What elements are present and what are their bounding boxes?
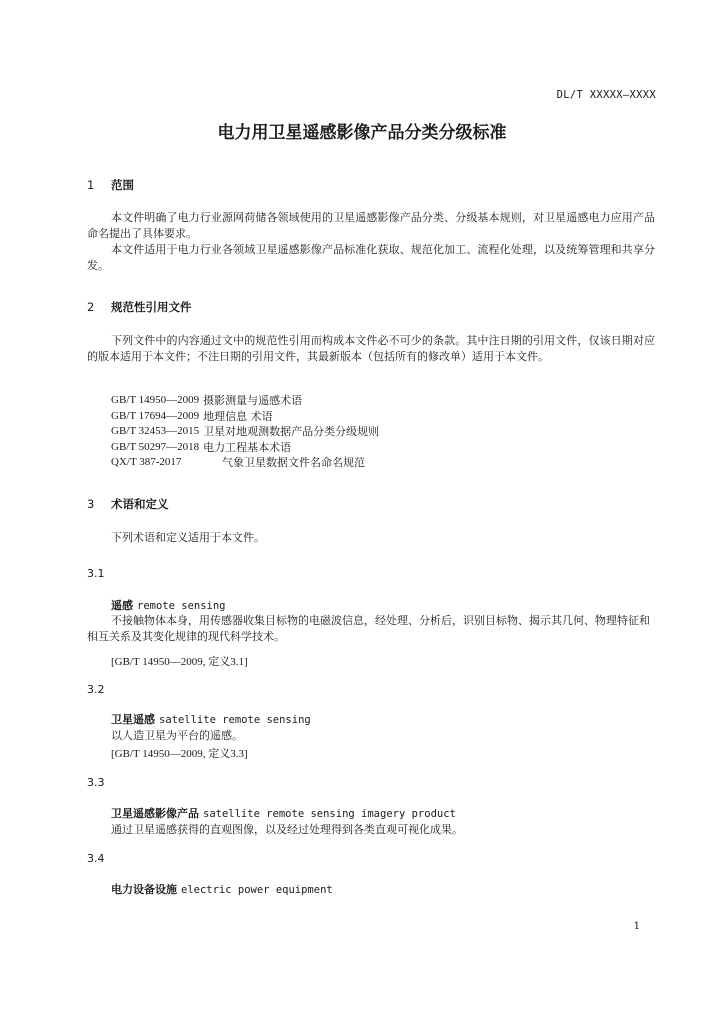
term-number: 3.2 xyxy=(87,683,105,696)
scope-paragraph-2: 本文件适用于电力行业各领域卫星遥感影像产品标准化获取、规范化加工、流程化处理，以及统筹管理和共享分发。 xyxy=(87,243,655,272)
term-number: 3.3 xyxy=(87,776,105,789)
reference-item xyxy=(111,409,379,425)
section-title: 规范性引用文件 xyxy=(111,300,192,314)
terms-intro: 下列术语和定义适用于本文件。 xyxy=(111,531,265,544)
page-number: 1 xyxy=(633,921,640,932)
reference-name: 卫星对地观测数据产品分类分级规则 xyxy=(203,425,380,439)
reference-item xyxy=(111,440,379,456)
reference-code: QX/T 387-2017 xyxy=(111,456,182,469)
section-1-heading xyxy=(87,177,134,193)
reference-code: GB/T 50297—2018 xyxy=(111,440,200,453)
term-name xyxy=(111,805,456,821)
document-title: 电力用卫星遥感影像产品分类分级标准 xyxy=(217,123,507,143)
term-name xyxy=(111,711,311,727)
section-title: 范围 xyxy=(111,178,135,192)
section-2-heading xyxy=(87,299,192,315)
section-number: 3 xyxy=(87,497,95,511)
term-name-en: remote sensing xyxy=(137,600,226,612)
term-name-en: satellite remote sensing imagery product xyxy=(203,808,456,820)
term-name-en: satellite remote sensing xyxy=(159,714,311,726)
term-name-cn: 卫星遥感影像产品 xyxy=(111,807,199,820)
section-number: 1 xyxy=(87,178,95,192)
reference-name: 电力工程基本术语 xyxy=(203,440,292,454)
scope-paragraph-1: 本文件明确了电力行业源网荷储各领域使用的卫星遥感影像产品分类、分级基本规则，对卫星遥感电力应用产品命名提出了具体要求。 xyxy=(87,211,655,240)
section-title: 术语和定义 xyxy=(111,497,169,511)
term-source: [GB/T 14950—2009, 定义3.3] xyxy=(111,748,248,760)
term-definition: 以人造卫星为平台的遥感。 xyxy=(111,729,243,742)
term-definition: 通过卫星遥感获得的直观图像，以及经过处理得到各类直观可视化成果。 xyxy=(111,823,463,836)
reference-name: 地理信息 术语 xyxy=(203,409,273,423)
term-name-cn: 卫星遥感 xyxy=(111,713,155,726)
term-name-cn: 电力设备设施 xyxy=(111,883,177,896)
standard-number: DL/T XXXXX—XXXX xyxy=(556,89,656,101)
references-list xyxy=(111,393,379,471)
section-3-heading xyxy=(87,496,169,512)
reference-name: 摄影测量与遥感术语 xyxy=(203,394,303,407)
reference-code: GB/T 17694—2009 xyxy=(111,409,200,422)
reference-item xyxy=(111,455,379,471)
reference-item xyxy=(111,393,379,409)
term-number: 3.1 xyxy=(87,567,105,580)
term-source: [GB/T 14950—2009, 定义3.1] xyxy=(111,656,248,668)
term-name xyxy=(111,881,333,897)
reference-item xyxy=(111,424,379,440)
term-name-cn: 遥感 xyxy=(111,599,133,612)
references-intro: 下列文件中的内容通过文中的规范性引用而构成本文件必不可少的条款。其中注日期的引用文件，仅该日期对应的版本适用于本文件；不注日期的引用文件，其最新版本（包括所有的修改单）适用于本文件。 xyxy=(87,334,655,363)
term-name-en: electric power equipment xyxy=(181,884,333,896)
section-number: 2 xyxy=(87,300,95,314)
reference-code: GB/T 32453—2015 xyxy=(111,425,200,438)
term-name xyxy=(111,597,226,613)
term-definition: 不接触物体本身，用传感器收集目标物的电磁波信息，经处理、分析后，识别目标物、揭示其几何、物理特征和相互关系及其变化规律的现代科学技术。 xyxy=(87,614,650,643)
term-number: 3.4 xyxy=(87,852,105,865)
reference-code: GB/T 14950—2009 xyxy=(111,394,200,406)
reference-name: 气象卫星数据文件名命名规范 xyxy=(222,456,365,470)
